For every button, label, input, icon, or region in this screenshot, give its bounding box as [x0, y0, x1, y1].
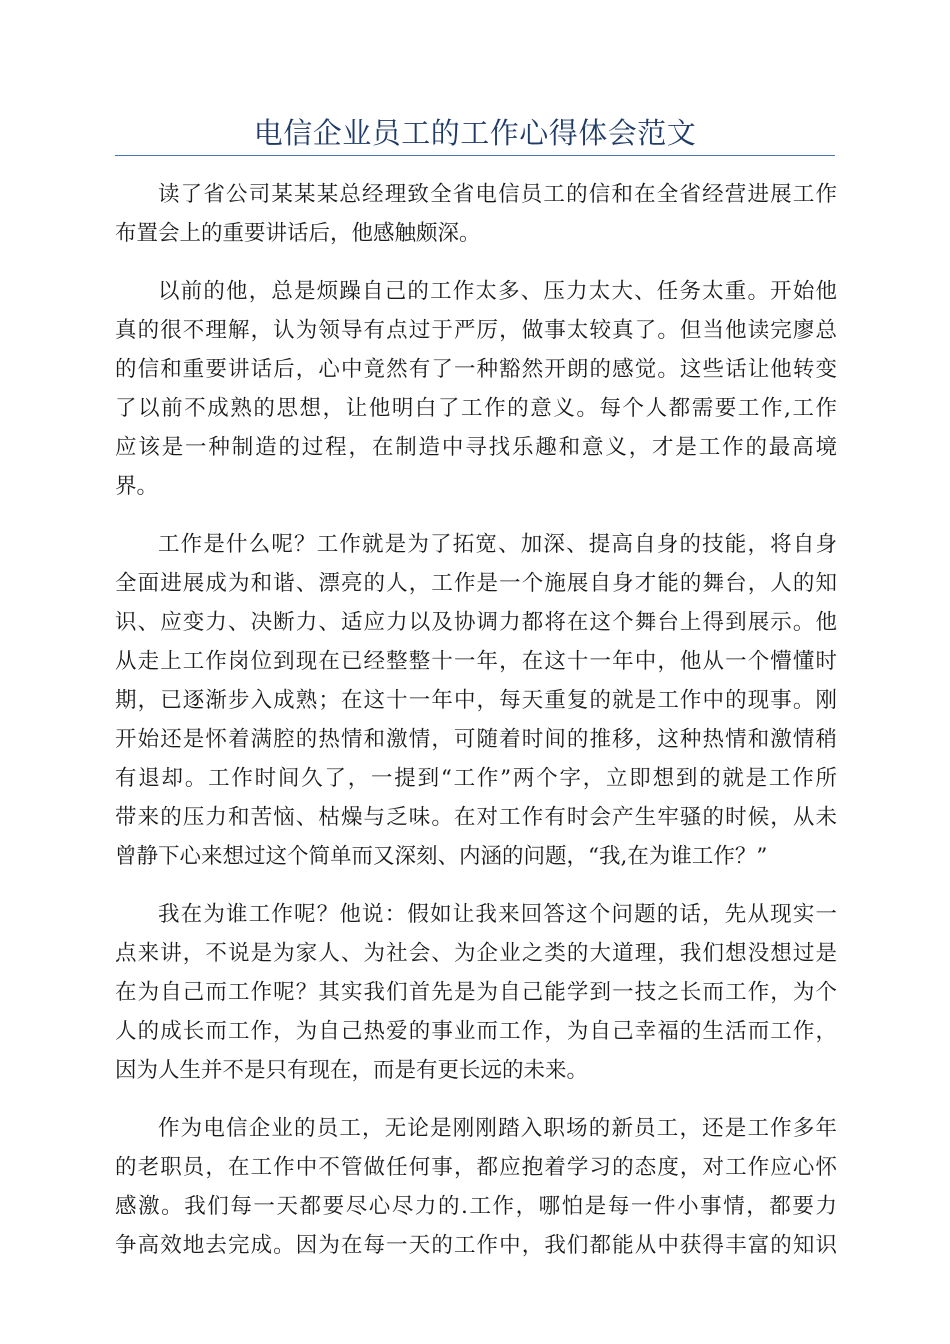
text-line: 全面进展成为和谐、漂亮的人，工作是一个施展自身才能的舞台，人的知 [115, 571, 837, 596]
text-line: 人的成长而工作，为自己热爱的事业而工作，为自己幸福的生活而工作， [115, 1019, 837, 1044]
text-line: 有退却。工作时间久了，一提到“工作”两个字，立即想到的就是工作所 [115, 766, 837, 791]
document-title: 电信企业员工的工作心得体会范文 [253, 116, 697, 150]
text-line: 了以前不成熟的思想，让他明白了工作的意义。每个人都需要工作,工作 [115, 396, 837, 421]
text-line: 界。 [115, 474, 159, 499]
text-line: 从走上工作岗位到现在已经整整十一年，在这十一年中，他从一个懵懂时 [115, 649, 837, 674]
text-line: 争高效地去完成。因为在每一天的工作中，我们都能从中获得丰富的知识 [115, 1233, 837, 1258]
text-line: 真的很不理解，认为领导有点过于严厉，做事太较真了。但当他读完廖总 [115, 318, 837, 343]
text-line: 应该是一种制造的过程，在制造中寻找乐趣和意义，才是工作的最高境 [115, 435, 837, 460]
text-line: 带来的压力和苦恼、枯燥与乏味。在对工作有时会产生牢骚的时候，从未 [115, 805, 837, 830]
text-line: 因为人生并不是只有现在，而是有更长远的未来。 [115, 1058, 589, 1083]
paragraph-3 [115, 525, 837, 876]
text-line: 的信和重要讲话后，心中竟然有了一种豁然开朗的感觉。这些话让他转变 [115, 357, 837, 382]
text-line: 的老职员，在工作中不管做任何事，都应抱着学习的态度，对工作应心怀 [115, 1155, 837, 1180]
text-line: 曾静下心来想过这个简单而又深刻、内涵的问题，“我,在为谁工作？” [115, 844, 768, 869]
text-line: 读了省公司某某某总经理致全省电信员工的信和在全省经营进展工作 [158, 182, 837, 207]
text-line: 点来讲，不说是为家人、为社会、为企业之类的大道理，我们想没想过是 [115, 941, 837, 966]
paragraph-1 [115, 175, 837, 253]
text-line: 在为自己而工作呢？其实我们首先是为自己能学到一技之长而工作，为个 [115, 980, 837, 1005]
text-line: 以前的他，总是烦躁自己的工作太多、压力太大、任务太重。开始他 [158, 279, 837, 304]
text-line: 作为电信企业的员工，无论是刚刚踏入职场的新员工，还是工作多年 [158, 1116, 837, 1141]
text-line: 我在为谁工作呢？他说：假如让我来回答这个问题的话，先从现实一 [158, 902, 837, 927]
text-line: 感激。我们每一天都要尽心尽力的.工作，哪怕是每一件小事情，都要力 [115, 1194, 837, 1219]
paragraph-5 [115, 1109, 837, 1265]
text-line: 识、应变力、决断力、适应力以及协调力都将在这个舞台上得到展示。他 [115, 610, 837, 635]
text-line: 开始还是怀着满腔的热情和激情，可随着时间的推移，这种热情和激情稍 [115, 727, 837, 752]
text-line: 布置会上的重要讲话后，他感触颇深。 [115, 221, 481, 246]
document-body [115, 175, 837, 1284]
title-underline [115, 155, 835, 156]
text-line: 期，已逐渐步入成熟；在这十一年中，每天重复的就是工作中的现事。刚 [115, 688, 837, 713]
text-line: 工作是什么呢？工作就是为了拓宽、加深、提高自身的技能，将自身 [158, 532, 837, 557]
paragraph-2 [115, 272, 837, 506]
paragraph-4 [115, 895, 837, 1090]
